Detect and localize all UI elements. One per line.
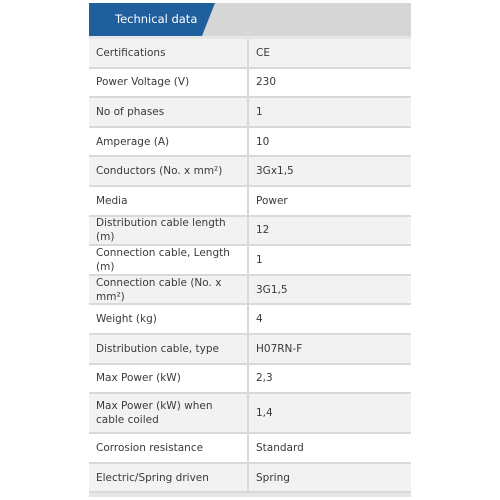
row-value: H07RN-F xyxy=(256,342,303,355)
row-label: Weight (kg) xyxy=(89,305,249,333)
table-row xyxy=(89,217,411,247)
technical-data-header xyxy=(89,3,411,36)
row-label: Amperage (A) xyxy=(89,128,249,156)
row-label: Electric/Spring driven xyxy=(89,464,249,492)
table-row xyxy=(89,394,411,434)
row-label: Conductors (No. x mm²) xyxy=(89,157,249,185)
table-row xyxy=(89,157,411,187)
row-value: 3Gx1,5 xyxy=(256,165,294,178)
row-value: 1 xyxy=(256,253,263,266)
table-row xyxy=(89,39,411,69)
row-label: Connection cable (No. x mm²) xyxy=(89,276,249,304)
row-label: Distribution cable, type xyxy=(89,335,249,363)
row-label: Corrosion resistance xyxy=(89,434,249,462)
row-label: Power Voltage (V) xyxy=(89,69,249,97)
technical-data-panel xyxy=(89,3,411,497)
row-value: Power xyxy=(256,194,288,207)
row-value: 12 xyxy=(256,224,270,237)
table-row xyxy=(89,434,411,464)
table-row xyxy=(89,464,411,494)
table-row xyxy=(89,187,411,217)
row-value: 1 xyxy=(256,105,263,118)
row-value: Standard xyxy=(256,441,304,454)
row-label: No of phases xyxy=(89,98,249,126)
table-row xyxy=(89,69,411,99)
row-label: Media xyxy=(89,187,249,215)
table-row xyxy=(89,98,411,128)
table-row xyxy=(89,365,411,395)
row-value: 1,4 xyxy=(256,407,273,420)
row-value: 230 xyxy=(256,76,277,89)
row-label: Certifications xyxy=(89,39,249,67)
row-value: 4 xyxy=(256,313,263,326)
technical-data-table xyxy=(89,39,411,493)
row-value: 2,3 xyxy=(256,372,273,385)
row-label: Max Power (kW) when cable coiled xyxy=(89,394,249,432)
row-value: 10 xyxy=(256,135,270,148)
row-label: Distribution cable length (m) xyxy=(89,217,249,245)
row-label: Connection cable, Length (m) xyxy=(89,246,249,274)
row-value: Spring xyxy=(256,471,290,484)
table-row xyxy=(89,335,411,365)
table-row xyxy=(89,276,411,306)
table-row xyxy=(89,246,411,276)
technical-data-title: Technical data xyxy=(115,12,198,26)
table-row xyxy=(89,128,411,158)
row-value: CE xyxy=(256,46,270,59)
row-label: Max Power (kW) xyxy=(89,365,249,393)
table-row xyxy=(89,305,411,335)
row-value: 3G1,5 xyxy=(256,283,288,296)
